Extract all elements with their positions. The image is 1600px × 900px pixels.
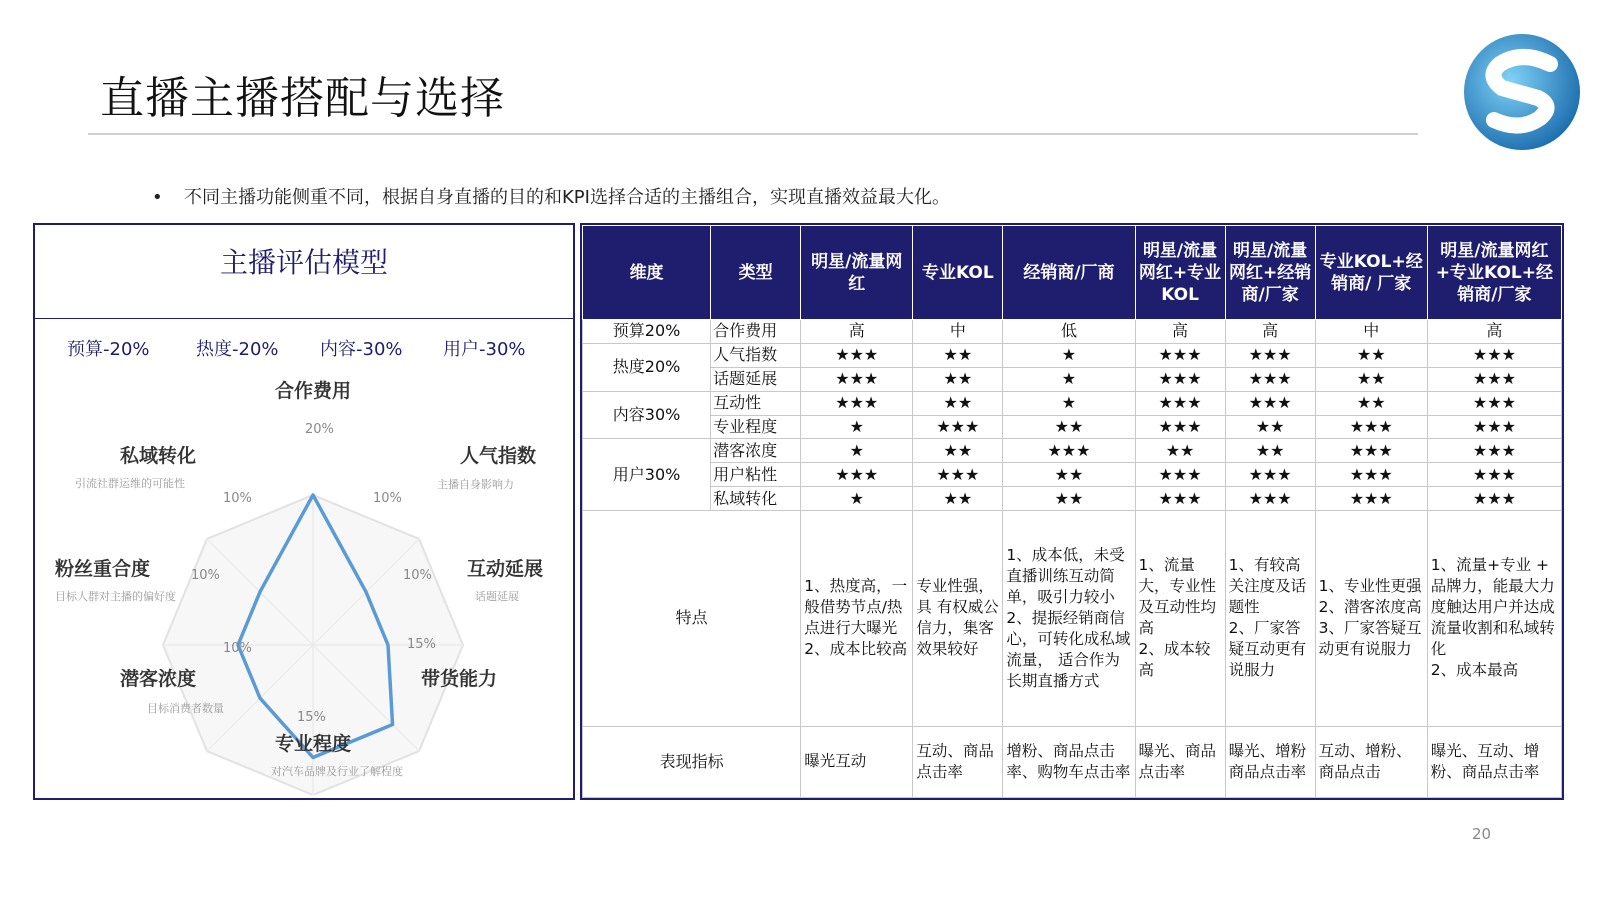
rating-cell: ★★ bbox=[913, 487, 1003, 511]
header-cell: 经销商/厂商 bbox=[1003, 226, 1135, 320]
rating-cell: ★ bbox=[801, 487, 913, 511]
header-cell: 明星/流量网红+专业KOL bbox=[1135, 226, 1225, 320]
radar-axis-sublabel: 目标消费者数量 bbox=[147, 702, 224, 715]
metric-cell: 曝光、增粉商品点击率 bbox=[1225, 726, 1315, 797]
anchor-comparison-table bbox=[580, 223, 1564, 800]
radar-axis-label: 人气指数 bbox=[460, 445, 537, 467]
rating-cell: ★★★ bbox=[1315, 415, 1427, 439]
radar-value-label: 10% bbox=[373, 491, 402, 506]
type-cell: 互动性 bbox=[711, 391, 801, 415]
header-cell: 类型 bbox=[711, 226, 801, 320]
radar-axis-sublabel: 话题延展 bbox=[475, 590, 519, 603]
rating-cell: ★★ bbox=[1315, 391, 1427, 415]
type-cell: 专业程度 bbox=[711, 415, 801, 439]
radar-value-label: 10% bbox=[403, 568, 432, 583]
header-cell: 明星/流量网红 bbox=[801, 226, 913, 320]
rating-cell: ★★ bbox=[913, 391, 1003, 415]
dimension-cell: 内容30% bbox=[583, 391, 711, 439]
metrics-label: 表现指标 bbox=[583, 726, 801, 797]
radar-axis-sublabel: 对汽车品牌及行业了解程度 bbox=[271, 765, 403, 778]
features-label: 特点 bbox=[583, 511, 801, 727]
rating-cell: ★★★ bbox=[1427, 463, 1561, 487]
evaluation-model-panel bbox=[33, 223, 575, 800]
rating-cell: ★★ bbox=[913, 343, 1003, 367]
rating-cell: ★★★ bbox=[1225, 487, 1315, 511]
rating-cell: ★★★ bbox=[1315, 463, 1427, 487]
feature-cell: 1、有较高关注度及话题性 2、厂家答疑互动更有说服力 bbox=[1225, 511, 1315, 727]
rating-cell: ★★★ bbox=[1315, 487, 1427, 511]
radar-axis-label: 合作费用 bbox=[274, 380, 352, 402]
rating-cell: ★★★ bbox=[913, 415, 1003, 439]
rating-cell: ★★ bbox=[1003, 487, 1135, 511]
weight-user: 用户-30% bbox=[443, 339, 526, 360]
type-cell: 潜客浓度 bbox=[711, 439, 801, 463]
table-row bbox=[583, 439, 1562, 463]
rating-cell: ★★ bbox=[1225, 439, 1315, 463]
metric-cell: 互动、商品点击率 bbox=[913, 726, 1003, 797]
bullet-symbol: • bbox=[152, 187, 163, 208]
rating-cell: ★★ bbox=[1315, 343, 1427, 367]
page-number: 20 bbox=[1472, 825, 1492, 843]
header-cell: 维度 bbox=[583, 226, 711, 320]
header-cell: 明星/流量网红+经销商/厂家 bbox=[1225, 226, 1315, 320]
table-row bbox=[583, 343, 1562, 367]
model-divider bbox=[35, 318, 573, 319]
rating-cell: ★★★ bbox=[1003, 439, 1135, 463]
rating-cell: ★★★ bbox=[1135, 391, 1225, 415]
weight-budget: 预算-20% bbox=[67, 339, 150, 360]
radar-value-label: 10% bbox=[223, 641, 252, 656]
feature-cell: 1、流量大，专业性及互动性均高 2、成本较高 bbox=[1135, 511, 1225, 727]
metric-cell: 曝光、互动、增粉、商品点击率 bbox=[1427, 726, 1561, 797]
rating-cell: ★★★ bbox=[913, 463, 1003, 487]
header-cell: 专业KOL+经销商/ 厂家 bbox=[1315, 226, 1427, 320]
company-logo-icon bbox=[1458, 28, 1586, 156]
metric-cell: 增粉、商品点击率、购物车点击率 bbox=[1003, 726, 1135, 797]
rating-cell: ★★★ bbox=[801, 343, 913, 367]
feature-cell: 1、流量+专业 + 品牌力，能最大力度触达用户并达成流量收割和私域转化 2、成本最高 bbox=[1427, 511, 1561, 727]
rating-cell: ★★★ bbox=[801, 463, 913, 487]
radar-axis-label: 私域转化 bbox=[120, 445, 197, 467]
rating-cell: 高 bbox=[1135, 320, 1225, 344]
rating-cell: ★★★ bbox=[801, 367, 913, 391]
radar-axis-sublabel: 主播自身影响力 bbox=[437, 478, 514, 491]
metric-cell: 曝光互动 bbox=[801, 726, 913, 797]
comparison-table bbox=[582, 225, 1562, 798]
rating-cell: 中 bbox=[1315, 320, 1427, 344]
radar-value-label: 10% bbox=[223, 491, 252, 506]
type-cell: 话题延展 bbox=[711, 367, 801, 391]
table-row bbox=[583, 415, 1562, 439]
feature-cell: 1、专业性更强 2、潜客浓度高 3、厂家答疑互动更有说服力 bbox=[1315, 511, 1427, 727]
metric-cell: 互动、增粉、商品点击 bbox=[1315, 726, 1427, 797]
metrics-row bbox=[583, 726, 1562, 797]
dimension-cell: 热度20% bbox=[583, 343, 711, 391]
rating-cell: 中 bbox=[913, 320, 1003, 344]
rating-cell: ★★★ bbox=[1135, 343, 1225, 367]
radar-value-label: 10% bbox=[191, 568, 220, 583]
header-cell: 明星/流量网红+专业KOL+经销商/厂家 bbox=[1427, 226, 1561, 320]
rating-cell: ★★ bbox=[1225, 415, 1315, 439]
rating-cell: ★★★ bbox=[1225, 463, 1315, 487]
intro-text: 不同主播功能侧重不同，根据自身直播的目的和KPI选择合适的主播组合，实现直播效益最大化。 bbox=[184, 187, 950, 208]
table-row bbox=[583, 487, 1562, 511]
rating-cell: ★★★ bbox=[1135, 415, 1225, 439]
intro-bullet bbox=[152, 183, 950, 209]
rating-cell: ★★ bbox=[1003, 415, 1135, 439]
type-cell: 私域转化 bbox=[711, 487, 801, 511]
radar-axis-label: 互动延展 bbox=[467, 558, 544, 580]
rating-cell: 高 bbox=[801, 320, 913, 344]
feature-cell: 专业性强，具 有权威公信力，集客效果较好 bbox=[913, 511, 1003, 727]
radar-chart bbox=[35, 375, 573, 795]
table-row bbox=[583, 367, 1562, 391]
metric-cell: 曝光、商品点击率 bbox=[1135, 726, 1225, 797]
page-title: 直播主播搭配与选择 bbox=[100, 73, 505, 124]
rating-cell: ★ bbox=[1003, 343, 1135, 367]
radar-axis-sublabel: 引流社群运维的可能性 bbox=[75, 477, 185, 490]
rating-cell: ★★★ bbox=[1427, 439, 1561, 463]
rating-cell: 高 bbox=[1427, 320, 1561, 344]
radar-value-label: 20% bbox=[305, 422, 334, 437]
rating-cell: 低 bbox=[1003, 320, 1135, 344]
table-row bbox=[583, 463, 1562, 487]
radar-value-label: 15% bbox=[297, 710, 326, 725]
rating-cell: ★★★ bbox=[801, 391, 913, 415]
header-cell: 专业KOL bbox=[913, 226, 1003, 320]
rating-cell: ★★ bbox=[1135, 439, 1225, 463]
radar-axis-label: 粉丝重合度 bbox=[55, 558, 151, 580]
rating-cell: ★★★ bbox=[1225, 343, 1315, 367]
rating-cell: ★★★ bbox=[1427, 415, 1561, 439]
rating-cell: ★★ bbox=[1003, 463, 1135, 487]
dimension-cell: 用户30% bbox=[583, 439, 711, 511]
rating-cell: ★★★ bbox=[1427, 391, 1561, 415]
radar-value-label: 15% bbox=[407, 637, 436, 652]
rating-cell: ★ bbox=[801, 415, 913, 439]
feature-cell: 1、成本低，未受直播训练互动简单，吸引力较小 2、提振经销商信心，可转化成私域流量， 适合作为长期直播方式 bbox=[1003, 511, 1135, 727]
table-row bbox=[583, 320, 1562, 344]
feature-cell: 1、热度高，一 般借势节点/热 点进行大曝光 2、成本比较高 bbox=[801, 511, 913, 727]
weight-heat: 热度-20% bbox=[196, 339, 279, 360]
rating-cell: ★ bbox=[1003, 391, 1135, 415]
rating-cell: 高 bbox=[1225, 320, 1315, 344]
rating-cell: ★★★ bbox=[1225, 367, 1315, 391]
rating-cell: ★★★ bbox=[1135, 463, 1225, 487]
radar-axis-sublabel: 目标人群对主播的偏好度 bbox=[55, 590, 176, 603]
rating-cell: ★★ bbox=[913, 439, 1003, 463]
model-title: 主播评估模型 bbox=[219, 246, 388, 279]
rating-cell: ★ bbox=[801, 439, 913, 463]
type-cell: 用户粘性 bbox=[711, 463, 801, 487]
radar-axis-label: 专业程度 bbox=[274, 733, 352, 755]
rating-cell: ★★ bbox=[1315, 367, 1427, 391]
rating-cell: ★★★ bbox=[1427, 487, 1561, 511]
type-cell: 人气指数 bbox=[711, 343, 801, 367]
rating-cell: ★★★ bbox=[1315, 439, 1427, 463]
rating-cell: ★ bbox=[1003, 367, 1135, 391]
rating-cell: ★★★ bbox=[1135, 367, 1225, 391]
features-row bbox=[583, 511, 1562, 727]
type-cell: 合作费用 bbox=[711, 320, 801, 344]
radar-axis-label: 带货能力 bbox=[421, 668, 498, 690]
rating-cell: ★★★ bbox=[1427, 343, 1561, 367]
rating-cell: ★★ bbox=[913, 367, 1003, 391]
rating-cell: ★★★ bbox=[1225, 391, 1315, 415]
weight-content: 内容-30% bbox=[320, 339, 403, 360]
rating-cell: ★★★ bbox=[1135, 487, 1225, 511]
dimension-cell: 预算20% bbox=[583, 320, 711, 344]
radar-axis-label: 潜客浓度 bbox=[120, 668, 197, 690]
table-row bbox=[583, 391, 1562, 415]
rating-cell: ★★★ bbox=[1427, 367, 1561, 391]
title-divider bbox=[88, 133, 1418, 135]
